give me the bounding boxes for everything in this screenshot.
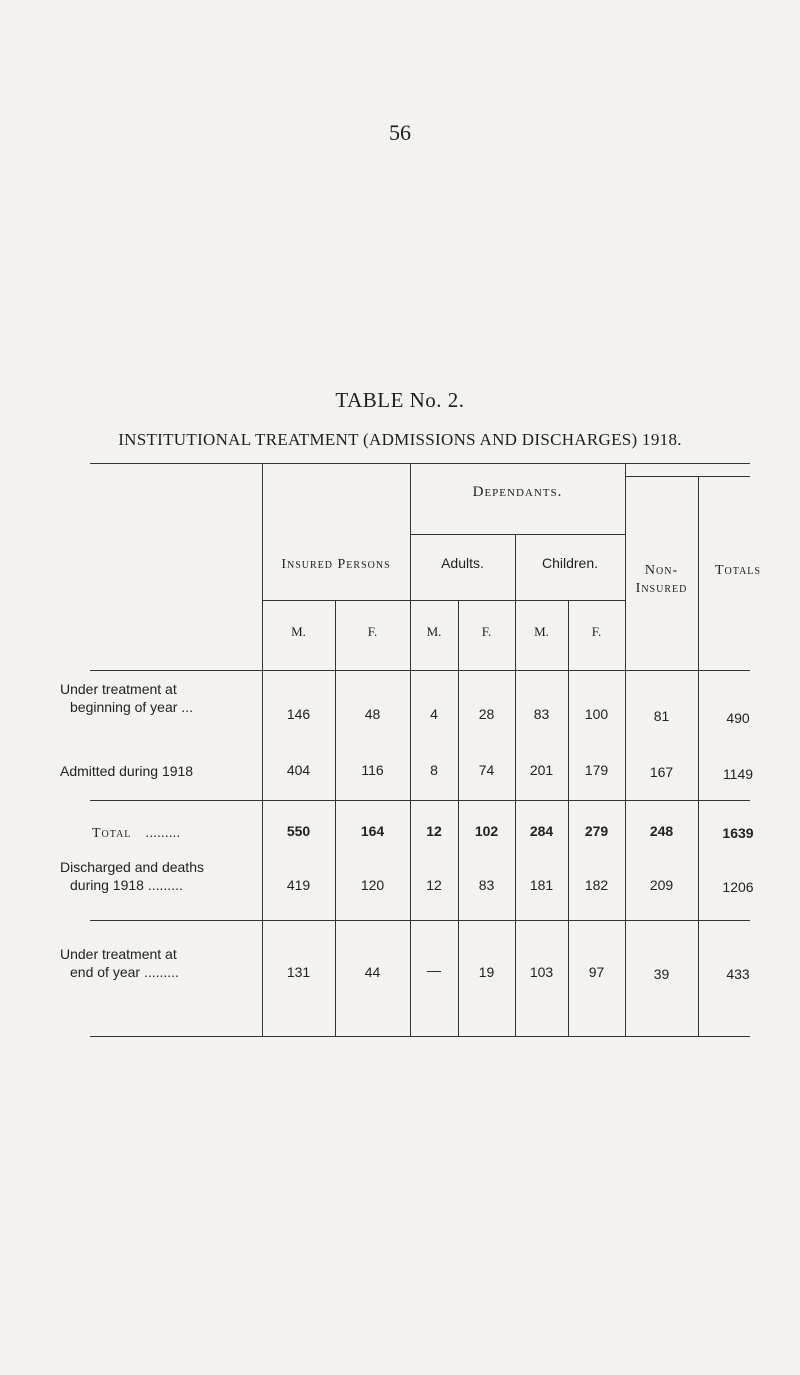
cell-r3-totals: 1206 [722,879,754,895]
cell-r0-insured-f: 48 [364,706,381,722]
rule-header-bottom [90,670,750,671]
subheader-adults-m: M. [426,624,442,639]
cell-r2-insured-f: 164 [360,823,385,839]
cell-r1-non-insured: 167 [649,764,674,780]
cell-r1-totals: 1149 [722,766,754,782]
row-label-under-treatment-end [60,945,265,981]
row-label-line1: Discharged and deaths [60,859,204,875]
header-non-insured-line1: Non- [644,563,679,578]
row-label-admitted [60,762,260,780]
row-label-line2: beginning of year ... [70,699,193,715]
row-label-line1: Under treatment at [60,946,177,962]
cell-r3-children-f: 182 [584,877,609,893]
rule-after-admitted [90,800,750,801]
row-label-line1: Admitted during 1918 [60,763,194,779]
col-rule-3 [410,463,411,1036]
cell-r0-children-m: 83 [533,706,550,722]
rule-bottom [90,1036,750,1037]
cell-r2-insured-m: 550 [286,823,311,839]
cell-r3-adults-m: 12 [426,877,442,893]
rule-dependants [410,534,625,535]
cell-r0-non-insured: 81 [653,708,670,724]
header-adults: Adults. [441,555,484,571]
header-dependants: Dependants. [472,484,563,500]
cell-r1-children-f: 179 [584,762,609,778]
cell-r0-adults-m: 4 [430,706,438,722]
row-label-under-treatment-beginning [60,680,260,716]
cell-r0-insured-m: 146 [286,706,311,722]
row-label-line1: Under treatment at [60,681,177,697]
cell-r3-non-insured: 209 [649,877,674,893]
cell-r1-adults-m: 8 [430,762,438,778]
cell-r3-adults-f: 83 [478,877,495,893]
col-rule-7 [625,463,626,1036]
rule-after-discharged [90,920,750,921]
cell-r3-insured-m: 419 [286,877,311,893]
cell-r4-insured-m: 131 [286,964,311,980]
rule-top-right [625,476,750,477]
cell-r4-children-f: 97 [588,964,605,980]
cell-r1-adults-f: 74 [478,762,495,778]
cell-r0-children-f: 100 [584,706,609,722]
cell-r1-children-m: 201 [529,762,554,778]
cell-r4-insured-f: 44 [364,964,381,980]
row-label-line2: end of year ......... [70,964,179,980]
cell-r4-non-insured: 39 [653,966,670,982]
cell-r1-insured-m: 404 [286,762,311,778]
header-insured-persons: Insured Persons [281,557,391,572]
header-non-insured-line2: Insured [635,581,688,596]
cell-r2-non-insured: 248 [649,823,674,839]
cell-r0-adults-f: 28 [478,706,495,722]
header-children: Children. [541,555,599,571]
subheader-adults-f: F. [481,624,492,639]
cell-r4-adults-f: 19 [478,964,495,980]
subheader-children-m: M. [534,624,549,639]
col-rule-8 [698,476,699,1036]
subheader-insured-m: M. [291,624,306,639]
cell-r1-insured-f: 116 [361,762,384,778]
subheader-insured-f: F. [367,624,378,639]
table-title: TABLE No. 2. [335,388,465,412]
cell-r4-totals: 433 [726,966,750,982]
cell-r3-insured-f: 120 [360,877,385,893]
cell-r3-children-m: 181 [529,877,554,893]
header-totals: Totals [715,563,761,578]
row-label-total [92,823,262,843]
rule-top [90,463,750,464]
cell-r0-totals: 490 [726,710,750,726]
row-label-dots: ......... [145,824,181,840]
cell-r2-children-m: 284 [529,823,554,839]
page-number: 56 [389,120,411,145]
cell-r2-adults-f: 102 [474,823,499,839]
header-non-insured [625,562,698,598]
rule-subheader [262,600,625,601]
subheader-children-f: F. [591,624,602,639]
row-label-line2: during 1918 ......... [70,877,183,893]
cell-r2-children-f: 279 [584,823,609,839]
cell-r4-children-m: 103 [529,964,554,980]
cell-r2-totals: 1639 [722,825,754,841]
col-rule-5 [515,534,516,1036]
table-subtitle: INSTITUTIONAL TREATMENT (ADMISSIONS AND DISCHARGES) 1918. [118,430,682,449]
cell-r2-adults-m: 12 [426,823,442,839]
cell-r4-adults-m: — [427,962,441,978]
row-label-line1: Total [92,826,132,841]
row-label-discharged [60,858,265,894]
